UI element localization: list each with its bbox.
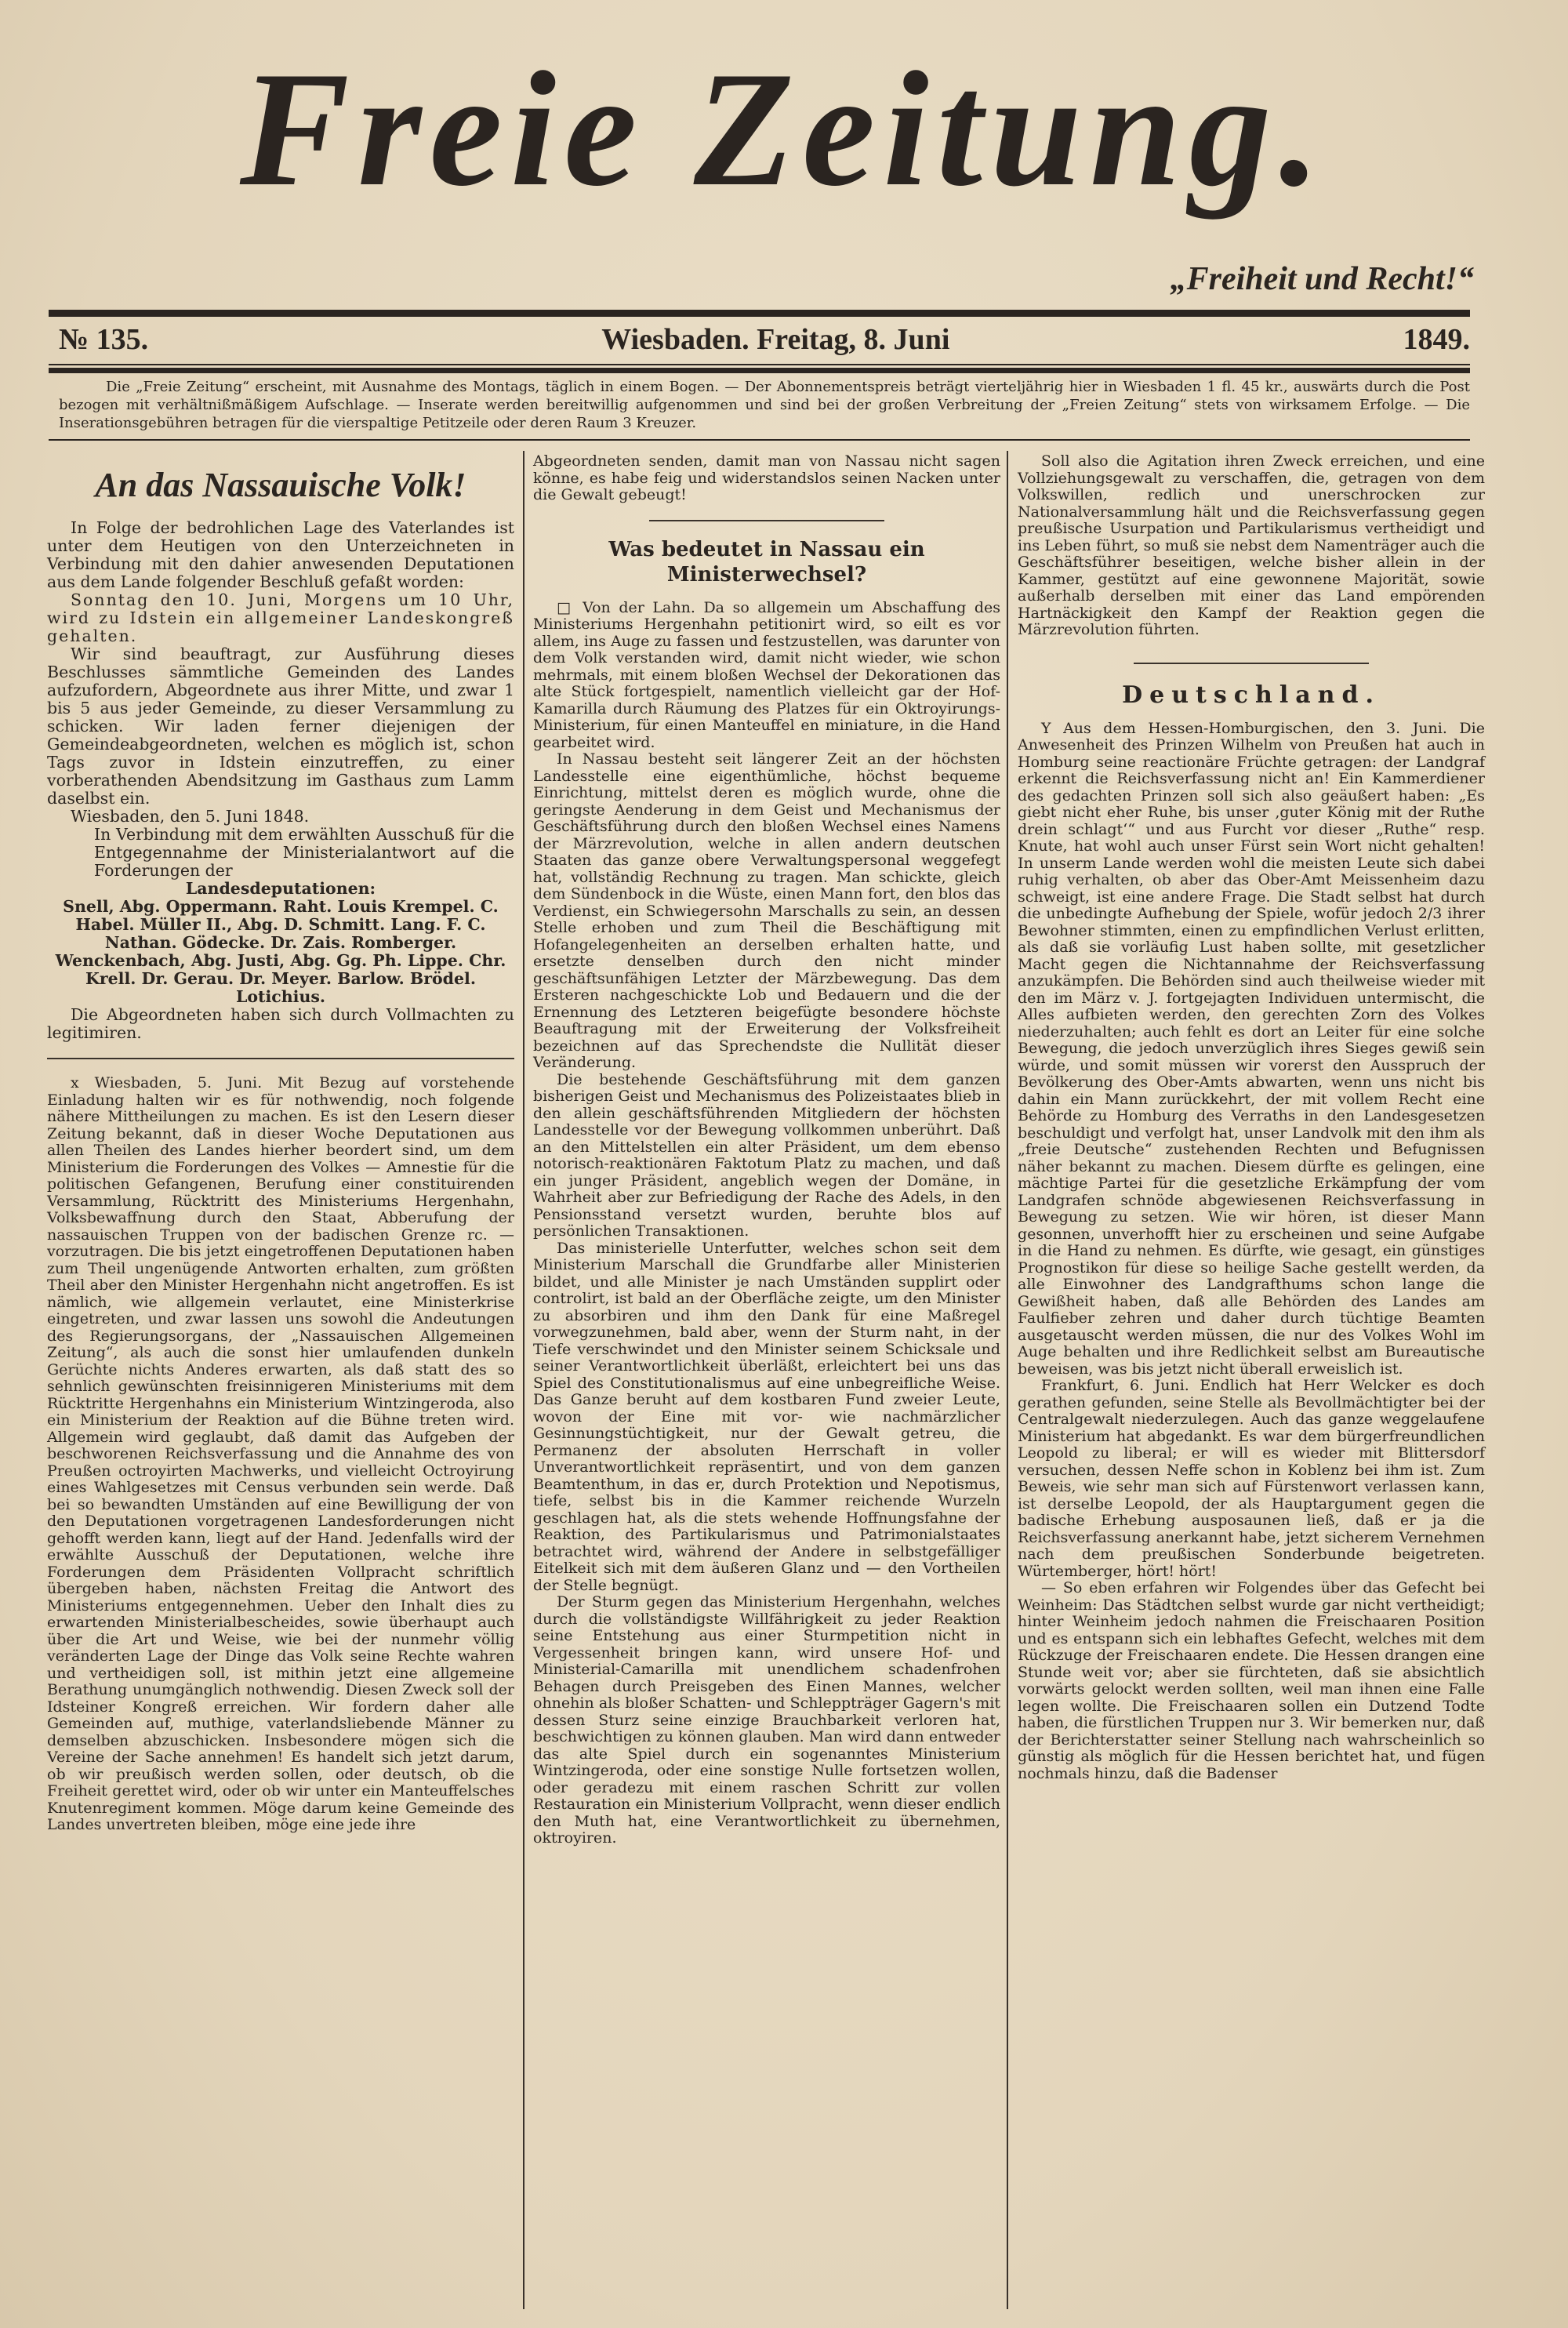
column-1: [47, 453, 514, 1834]
subscription-notice: Die „Freie Zeitung“ erscheint, mit Ausnahme des Montags, täglich in einem Bogen. — Der Abonnementspreis beträgt vierteljährig hier in Wiesbaden 1 fl. 45 kr., auswärts durch die Post bezogen mit verhältnißmäßigem Aufschlage. — Inserate werden bereitwillig aufgenommen und sind bei der großen Verbreitung der „Freien Zeitung“ stets von wirksamem Erfolge. — Die Inserationsgebühren betragen für die vierspaltige Petitzeile oder deren Raum 3 Kreuzer.: [59, 379, 1470, 431]
appeal-body: [47, 519, 514, 1042]
year: 1849.: [1403, 323, 1470, 356]
paragraph: Die bestehende Geschäftsführung mit dem ganzen bisherigen Geist und Mechanismus des Polizeistaates blieb in den allein geschäftsführenden Mitgliedern der höchsten Landesstelle vor der Bewegung vollkommen unberührt. Daß an den Mittelstellen ein alter Präsident, um dem ebenso notorisch-reaktionären Faktotum Platz zu machen, und daß ein junger Präsident, angeblich wegen der Domäne, in Wahrheit aber zur Befriedigung der Rache des Adels, in den Pensionsstand versetzt wurden, beruhte blos auf persönlichen Transaktionen.: [533, 1070, 1000, 1240]
dateline: [59, 318, 1470, 361]
paragraph: Y Aus dem Hessen-Homburgischen, den 3. Juni. Die Anwesenheit des Prinzen Wilhelm von Preußen hat auch in Homburg seine reactionäre Früchte getragen: der Landgraf erkennt die Reichsverfassung nicht an! Ein Kammerdiener des gedachten Prinzen soll sich also geäußert haben: „Es giebt nicht eher Ruhe, bis unser ‚guter König mit der Ruthe drein schlagt‘“ und aus Furcht vor dieser „Ruthe“ resp. Knute, hat wohl auch unser Fürst sein Wort nicht gehalten! In unserm Lande werden wohl die meisten Leute sich dabei ruhig verhalten, ob aber das Ober-Amt Meissenheim dazu schweigt, ist eine andere Frage. Die Stadt selbst hat durch die unbedingte Aufhebung der Spiele, wofür jedoch 2/3 ihrer Bewohner stimmten, einen zu empfindlichen Verlust erlitten, als daß sie vorläufig Lust haben sollte, mit gesetzlicher Macht gegen die Nichtannahme der Reichsverfassung anzukämpfen. Die Behörden sind auch theilweise wieder mit den im März v. J. fortgejagten Individuen untermischt, die Alles aufbieten werden, den gerechten Zorn des Volkes niederzuhalten; auch fehlt es dort an Leiter für eine solche Bewegung, die jedoch unverzüglich ihres Sieges gewiß sein würde, und somit müssen wir vorerst den Ausspruch der Bevölkerung des Ober-Amts abwarten, wenn uns nicht bis dahin ein Mann zurückkehrt, der mit vollem Recht eine Behörde zu Homburg des Verraths in den Landesgesetzen beschuldigt und verfolgt hat, unser Landvolk mit den ihm als „freie Deutsche“ zustehenden Rechten und Befugnissen näher bekannt zu machen. Diesem dürfte es gelingen, eine mächtige Partei für die gesetzliche Erkämpfung der vom Landgrafen schnöde abgewiesenen Reichsverfassung in Bewegung zu setzen. Wie wir hören, ist dieser Mann gesonnen, unverhofft hier zu erscheinen und seine Aufgabe in die Hand zu nehmen. Es dürfte, wie gesagt, ein günstiges Prognostikon für diese so heilige Sache gestellt werden, da alle Einwohner des Landgrafthums schon lange die Gewißheit haben, daß alle Behörden des Landes am Faulfieber zehren und daher durch tüchtige Beamten ausgetauscht werden müssen, die nur des Volkes Wohl im Auge behalten und ihre Redlichkeit selbst am Bureautische beweisen, was bis jetzt nicht überall erweislich ist.: [1018, 719, 1485, 1378]
place-date: Wiesbaden. Freitag, 8. Juni: [601, 323, 950, 356]
paragraph: Landesdeputationen:: [185, 879, 376, 898]
paragraph: Abgeordneten senden, damit man von Nassau nicht sagen könne, es habe feig und widerstandslos seinen Nacken unter die Gewalt gebeugt!: [533, 452, 1000, 503]
masthead: [0, 24, 1568, 243]
paragraph: Die Abgeordneten haben sich durch Vollmachten zu legitimiren.: [47, 1005, 514, 1042]
paragraph: In Folge der bedrohlichen Lage des Vaterlandes ist unter dem Heutigen von den Unterzeichneten in Verbindung mit den dahier anwesenden Deputationen aus dem Lande folgender Beschluß gefaßt worden:: [47, 518, 514, 591]
paragraph: In Nassau besteht seit längerer Zeit an der höchsten Landesstelle eine eigenthümliche, höchst bequeme Einrichtung, mittelst deren es möglich wurde, ohne die geringste Aenderung in dem Geist und Mechanismus der Geschäftsführung durch den bloßen Wechsel eines Namens der Märzrevolution, welche in allen andern deutschen Staaten das ganze obere Verwaltungspersonal weggefegt hat, vollständig Rechnung zu tragen. Man schickte, gleich dem Sündenbock in die Wüste, einen Mann fort, den blos das Verdienst, ein Schwiegersohn Marschalls zu sein, an dessen Stelle erhoben und zum Theil die Beschäftigung mit Hofangelegenheiten an derselben erhalten hatte, und ersetzte denselben durch den nicht minder geschäftsunfähigen Letzter der Märzbewegung. Das dem Ersteren nachgeschickte Lob und Bedauern und die der Ernennung des Letzteren beigefügte besondere höchste Beauftragung mit der Erweiterung der Volksfreiheit bezeichnen auf das Sprechendste die Nullität dieser Veränderung.: [533, 750, 1000, 1071]
article-heading: An das Nassauische Volk!: [95, 466, 466, 504]
header-rule: [49, 439, 1470, 441]
column-divider: [523, 451, 524, 2309]
paragraph: Soll also die Agitation ihren Zweck erreichen, und eine Vollziehungsgewalt zu verschaffen, die, getragen von dem Volkswillen, redlich und unerschrocken zur Nationalversammlung hält und die Reichsverfassung gegen preußische Usurpation und Partikularismus vertheidigt und ins Leben führt, so muß sie nebst dem Namenträger auch die Geschäftsführer beseitigen, welche bisher allein in der Kammer, gestützt auf eine gewonnene Majorität, sowie außerhalb derselben mit einer das Land empörenden Hartnäckigkeit den Kampf der Reaktion gegen die Märzrevolution führten.: [1018, 452, 1485, 638]
paragraph: Frankfurt, 6. Juni. Endlich hat Herr Welcker es doch gerathen gefunden, seine Stelle als Bevollmächtigter bei der Centralgewalt niederzulegen. Auch das ganze weggelaufene Ministerium hat abgedankt. Es war dem bürgerfreundlichen Leopold zu liberal; er will es wieder mit Blittersdorf versuchen, dessen Neffe schon in Koblenz bei ihm ist. Zum Beweis, wie sehr man sich auf Fürstenwort verlassen kann, ist derselbe Leopold, der als Hauptargument gegen die badische Erhebung ausposaunen ließ, daß er ja die Reichsverfassung anerkannt habe, jetzt sicherem Vernehmen nach dem preußischen Sonderbunde beigetreten. Würtemberger, hört! hört!: [1018, 1377, 1485, 1580]
column-3: [1018, 453, 1485, 1782]
article-divider: [649, 520, 884, 521]
issue-number: № 135.: [59, 323, 149, 356]
article-divider: [1134, 663, 1369, 664]
signatories: Snell, Abg. Oppermann. Raht. Louis Krempel. C. Habel. Müller II., Abg. D. Schmitt. Lang. F. C. Nathan. Gödecke. Dr. Zais. Romberger. Wenckenbach, Abg. Justi, Abg. Gg. Ph. Lippe. Chr. Krell. Dr. Gerau. Dr. Meyer. Barlow. Brödel. Lotichius.: [55, 897, 506, 1006]
newspaper-title: Freie Zeitung.: [239, 38, 1329, 220]
paragraph: Wiesbaden, den 5. Juni 1848.: [71, 807, 310, 826]
masthead-rule-top: [49, 310, 1470, 317]
paragraph: Wir sind beauftragt, zur Ausführung dieses Beschlusses sämmtliche Gemeinden des Landes aufzufordern, Abgeordnete aus ihrer Mitte, und zwar 1 bis 5 aus jeder Gemeinde, zu dieser Versammlung zu schicken. Wir laden ferner diejenigen der Gemeindeabgeordneten, welchen es möglich ist, schon Tags zuvor in Idstein einzutreffen, zu einer vorberathenden Abendsitzung im Gasthaus zum Lamm daselbst ein.: [47, 645, 514, 808]
section-heading: Deutschland.: [1122, 681, 1381, 709]
paragraph: In Verbindung mit dem erwählten Ausschuß für die Entgegennahme der Ministerialantwort auf die Forderungen der: [94, 825, 514, 880]
dateline-rule-bottom: [49, 368, 1470, 373]
dateline-rule-thin: [49, 364, 1470, 365]
paragraph: Das ministerielle Unterfutter, welches schon seit dem Ministerium Marschall die Grundfarbe aller Ministerien bildet, und alle Minister je nach Umständen supplirt oder controlirt, ist bald an der Oberfläche zeigte, um den Minister zu absorbiren und ihm den Dank für eine Maßregel vorwegzunehmen, bald aber, wenn der Sturm naht, in der Tiefe verschwindet und den Minister seinem Schicksale und seiner Verantwortlichkeit überläßt, erleichtert bei uns das Spiel des Constitutionalismus auf eine unbegreifliche Weise. Das Ganze beruht auf dem kostbaren Fund zweier Leute, wovon der Eine mit vor- wie nachmärzlicher Gesinnungstüchtigkeit, nur der Gewalt getreu, die Permanenz der absoluten Herrschaft in voller Unverantwortlichkeit repräsentirt, und von dem ganzen Beamtenthum, in das er, durch Protektion und Nepotismus, tiefe, selbst bis in die Kammer reichende Wurzeln geschlagen hat, als die stets wehende Hoffnungsfahne der Reaktion, des Partikularismus und Patrimonialstaates betrachtet wird, während der Andere in selbstgefälliger Eitelkeit sich mit dem äußeren Glanz und — den Vortheilen der Stelle begnügt.: [533, 1239, 1000, 1594]
paragraph: □ Von der Lahn. Da so allgemein um Abschaffung des Ministeriums Hergenhahn petitionirt wird, so eilt es vor allem, ins Auge zu fassen und festzustellen, was darunter von dem Volk verstanden wird, damit nicht wieder, wie schon mehrmals, mit einem bloßen Wechsel der Dekorationen das alte Stück fortgespielt, namentlich vielleicht gar der Hof-Kamarilla durch Räumung des Platzes für ein Oktroyirungs-Ministerium, für einen Manteuffel en miniature, in die Hand gearbeitet wird.: [533, 598, 1000, 751]
paragraph: x Wiesbaden, 5. Juni. Mit Bezug auf vorstehende Einladung halten wir es für nothwendig, noch folgende nähere Mittheilungen zu machen. Es ist den Lesern dieser Zeitung bekannt, daß in dieser Woche Deputationen aus allen Theilen des Landes hierher beordert sind, um dem Ministerium die Forderungen des Volkes — Amnestie für die politischen Gefangenen, Berufung einer constituirenden Versammlung, Rücktritt des Ministeriums Hergenhahn, Volksbewaffnung durch den Staat, Abberufung der nassauischen Truppen von der badischen Grenze rc. — vorzutragen. Die bis jetzt eingetroffenen Deputationen haben zum Theil ungenügende Antworten erhalten, zum größten Theil aber den Minister Hergenhahn nicht angetroffen. Es ist nämlich, wie allgemein verlautet, eine Ministerkrise eingetreten, und zwar lassen uns sowohl die Andeutungen des Regierungsorgans, der „Nassauischen Allgemeinen Zeitung“, als auch die sonst hier umlaufenden dunkeln Gerüchte nichts Anderes erwarten, als daß statt des so sehnlich gewünschten freisinnigeren Ministeriums mit dem Rücktritte Hergenhahns ein Ministerium Wintzingeroda, also ein Ministerium der Reaktion auf die Bühne treten wird. Allgemein wird geglaubt, daß damit das Aufgeben der beschworenen Reichsverfassung und die Annahme des von Preußen octroyirten Machwerks, und vielleicht Octroyirung eines Wahlgesetzes mit Census verbunden sein werde. Daß bei so bewandten Umständen auf eine Bewilligung der von den Deputationen vorgetragenen Landesforderungen nicht gehofft werden kann, liegt auf der Hand. Jedenfalls wird der erwählte Ausschuß der Deputationen, welche ihre Forderungen dem Präsidenten Vollpracht schriftlich übergeben haben, nächsten Freitag die Antwort des Ministeriums entgegennehmen. Ueber den Inhalt dies zu erwartenden Ministerialbescheides, sowie überhaupt auch über die Art und Weise, wie bei der nunmehr völlig veränderten Lage der Dinge das Volk seine Rechte wahren und vertheidigen soll, ist mithin jetzt eine allgemeine Berathung unumgänglich nothwendig. Diesen Zweck soll der Idsteiner Kongreß erreichen. Wir fordern daher alle Gemeinden auf, muthige, vaterlandsliebende Männer zu demselben abzuschicken. Insbesondere mögen sich die Vereine der Sache annehmen! Es handelt sich jetzt darum, ob wir preußisch werden sollen, oder deutsch, ob die Freiheit gerettet wird, oder ob wir unter ein Manteuffelsches Knutenregiment kommen. Möge darum keine Gemeinde des Landes unvertreten bleiben, möge eine jede ihre: [47, 1074, 514, 1833]
motto: „Freiheit und Recht!“: [1170, 261, 1474, 297]
paragraph: Sonntag den 10. Juni, Morgens um 10 Uhr, wird zu Idstein ein allgemeiner Landeskongreß gehalten.: [47, 590, 514, 645]
column-2: [533, 453, 1000, 1847]
article-divider: [47, 1058, 514, 1059]
article-heading: Was bedeutet in Nassau ein Ministerwechsel?: [608, 537, 925, 587]
column-divider: [1007, 451, 1008, 2309]
paragraph: — So eben erfahren wir Folgendes über das Gefecht bei Weinheim: Das Städtchen selbst wurde gar nicht vertheidigt; hinter Weinheim jedoch nahmen die Freischaaren Position und es entspann sich ein lebhaftes Gefecht, welches mit dem Rückzuge der Freischaaren endete. Die Hessen drangen eine Stunde weit vor; aber sie fürchteten, daß sie absichtlich vorwärts gelockt werden sollten, weil man ihnen eine Falle legen wollte. Die Freischaaren sollen ein Dutzend Todte haben, die fürstlichen Truppen nur 3. Wir bemerken nur, daß der Berichterstatter seiner Stellung nach wahrscheinlich so günstig als möglich für die Hessen berichtet hat, und fügen nochmals hinzu, daß die Badenser: [1018, 1579, 1485, 1782]
paragraph: Der Sturm gegen das Ministerium Hergenhahn, welches durch die vollständigste Willfährigkeit zu jeder Reaktion seine Entstehung aus einer Sturmpetition nicht in Vergessenheit bringen kann, wird unsere Hof- und Ministerial-Camarilla mit unendlichem schadenfrohen Behagen durch Preisgeben des Einen Mannes, welcher ohnehin als bloßer Schatten- und Schleppträger Gagern's mit dessen Sturz seine einzige Brauchbarkeit verloren hat, beschwichtigen zu können glauben. Man wird dann entweder das alte Spiel durch ein sogenanntes Ministerium Wintzingeroda, oder eine sonstige Nulle fortsetzen wollen, oder geradezu mit einem raschen Schritt zur vollen Restauration ein Ministerium Vollpracht, wenn dieser endlich den Muth hat, eine Verantwortlichkeit zu übernehmen, oktroyiren.: [533, 1593, 1000, 1847]
